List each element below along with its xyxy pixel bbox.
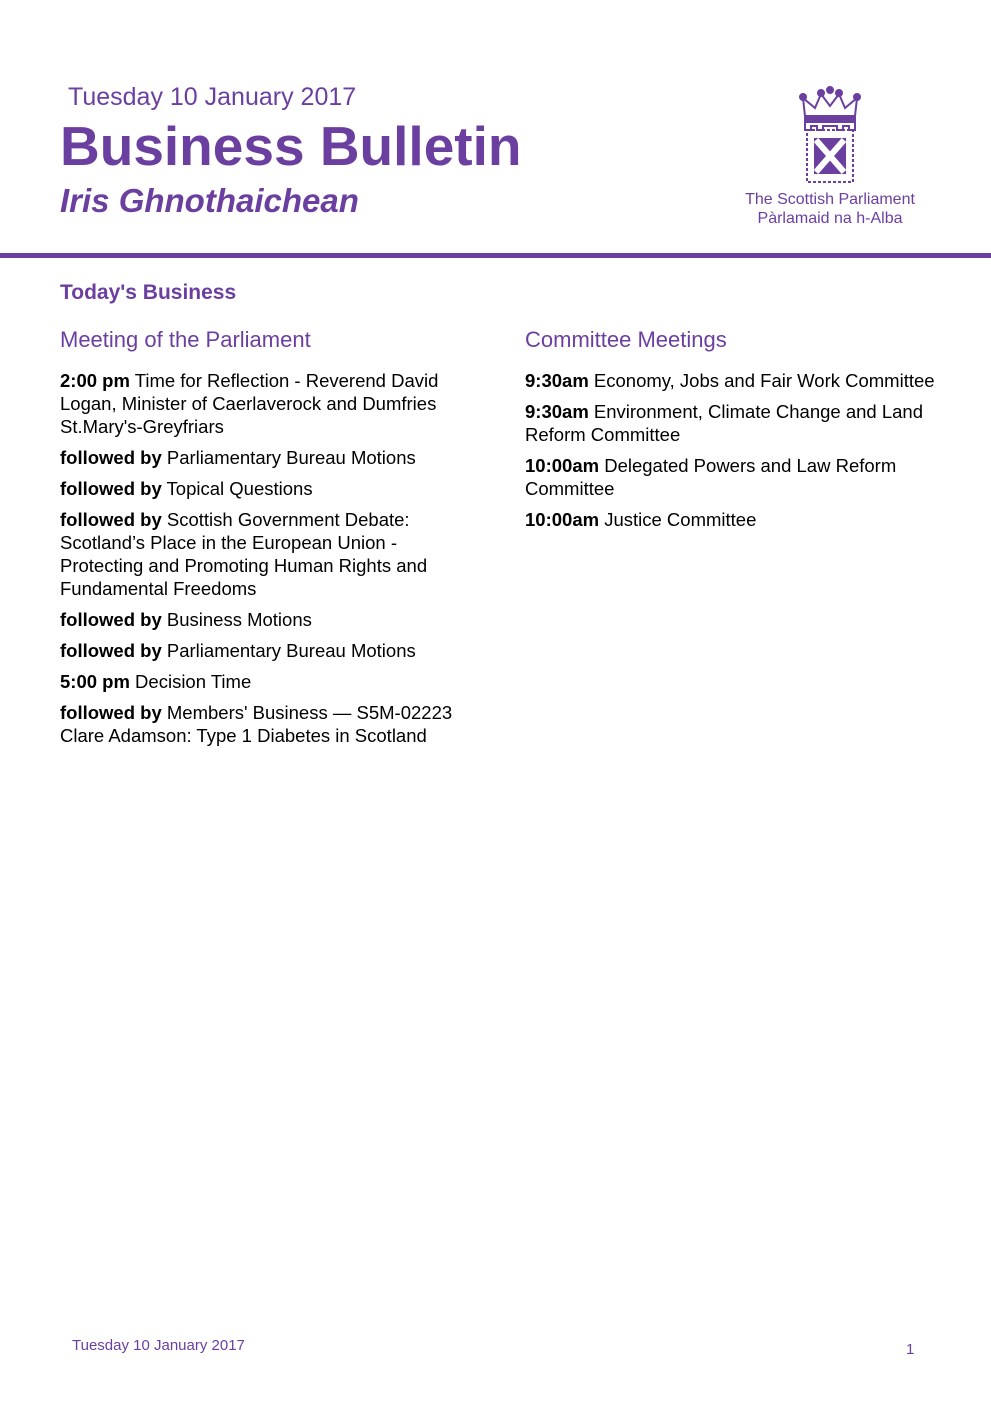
- list-item: [525, 369, 945, 392]
- item-lead: 2:00 pm: [60, 370, 130, 391]
- footer-date: Tuesday 10 January 2017: [72, 1337, 245, 1354]
- item-text: Decision Time: [129, 671, 252, 692]
- item-text: Economy, Jobs and Fair Work Committee: [588, 370, 935, 391]
- item-text: Parliamentary Bureau Motions: [161, 640, 416, 661]
- list-item: [525, 454, 945, 500]
- list-item: [60, 446, 470, 469]
- item-lead: followed by: [60, 609, 162, 630]
- item-text: Environment, Climate Change and Land Reform Committee: [525, 401, 923, 445]
- page-number: 1: [906, 1341, 915, 1358]
- list-item: [60, 477, 470, 500]
- item-lead: followed by: [60, 447, 162, 468]
- item-text: Time for Reflection - Reverend David Logan, Minister of Caerlaverock and Dumfries St.Mary's-Greyfriars: [60, 370, 439, 437]
- meeting-heading: Meeting of the Parliament: [60, 327, 311, 352]
- logo-text-gaelic: Pàrlamaid na h-Alba: [757, 210, 903, 227]
- logo-text-english: The Scottish Parliament: [745, 191, 915, 208]
- list-item: [525, 400, 945, 446]
- item-lead: 5:00 pm: [60, 671, 130, 692]
- list-item: [60, 369, 470, 438]
- list-item: [525, 508, 945, 531]
- page-title: Business Bulletin: [60, 115, 522, 177]
- item-lead: followed by: [60, 509, 162, 530]
- list-item: [60, 701, 470, 747]
- item-lead: 9:30am: [525, 401, 589, 422]
- item-text: Business Motions: [161, 609, 312, 630]
- section-title: Today's Business: [60, 281, 237, 304]
- list-item: [60, 670, 470, 693]
- committee-heading: Committee Meetings: [525, 327, 727, 352]
- item-lead: followed by: [60, 702, 162, 723]
- item-text: Members' Business — S5M-02223 Clare Adamson: Type 1 Diabetes in Scotland: [60, 702, 453, 746]
- meeting-column: [60, 326, 470, 755]
- item-lead: 9:30am: [525, 370, 589, 391]
- item-lead: 10:00am: [525, 509, 600, 530]
- item-lead: followed by: [60, 640, 162, 661]
- item-lead: followed by: [60, 478, 162, 499]
- crown-saltire-emblem-icon: [799, 86, 861, 186]
- item-text: Parliamentary Bureau Motions: [161, 447, 416, 468]
- committee-column: [525, 326, 945, 539]
- header-date: Tuesday 10 January 2017: [68, 83, 357, 111]
- item-text: Topical Questions: [161, 478, 313, 499]
- page-subtitle: Iris Ghnothaichean: [60, 182, 359, 219]
- list-item: [60, 639, 470, 662]
- header-divider: [0, 253, 991, 258]
- item-lead: 10:00am: [525, 455, 600, 476]
- item-text: Scottish Government Debate: Scotland’s Place in the European Union - Protecting and Promoting Human Rights and Fundamental Freedoms: [60, 509, 428, 599]
- item-text: Justice Committee: [599, 509, 757, 530]
- scottish-parliament-logo: [735, 86, 925, 232]
- list-item: [60, 608, 470, 631]
- list-item: [60, 508, 470, 600]
- item-text: Delegated Powers and Law Reform Committee: [525, 455, 897, 499]
